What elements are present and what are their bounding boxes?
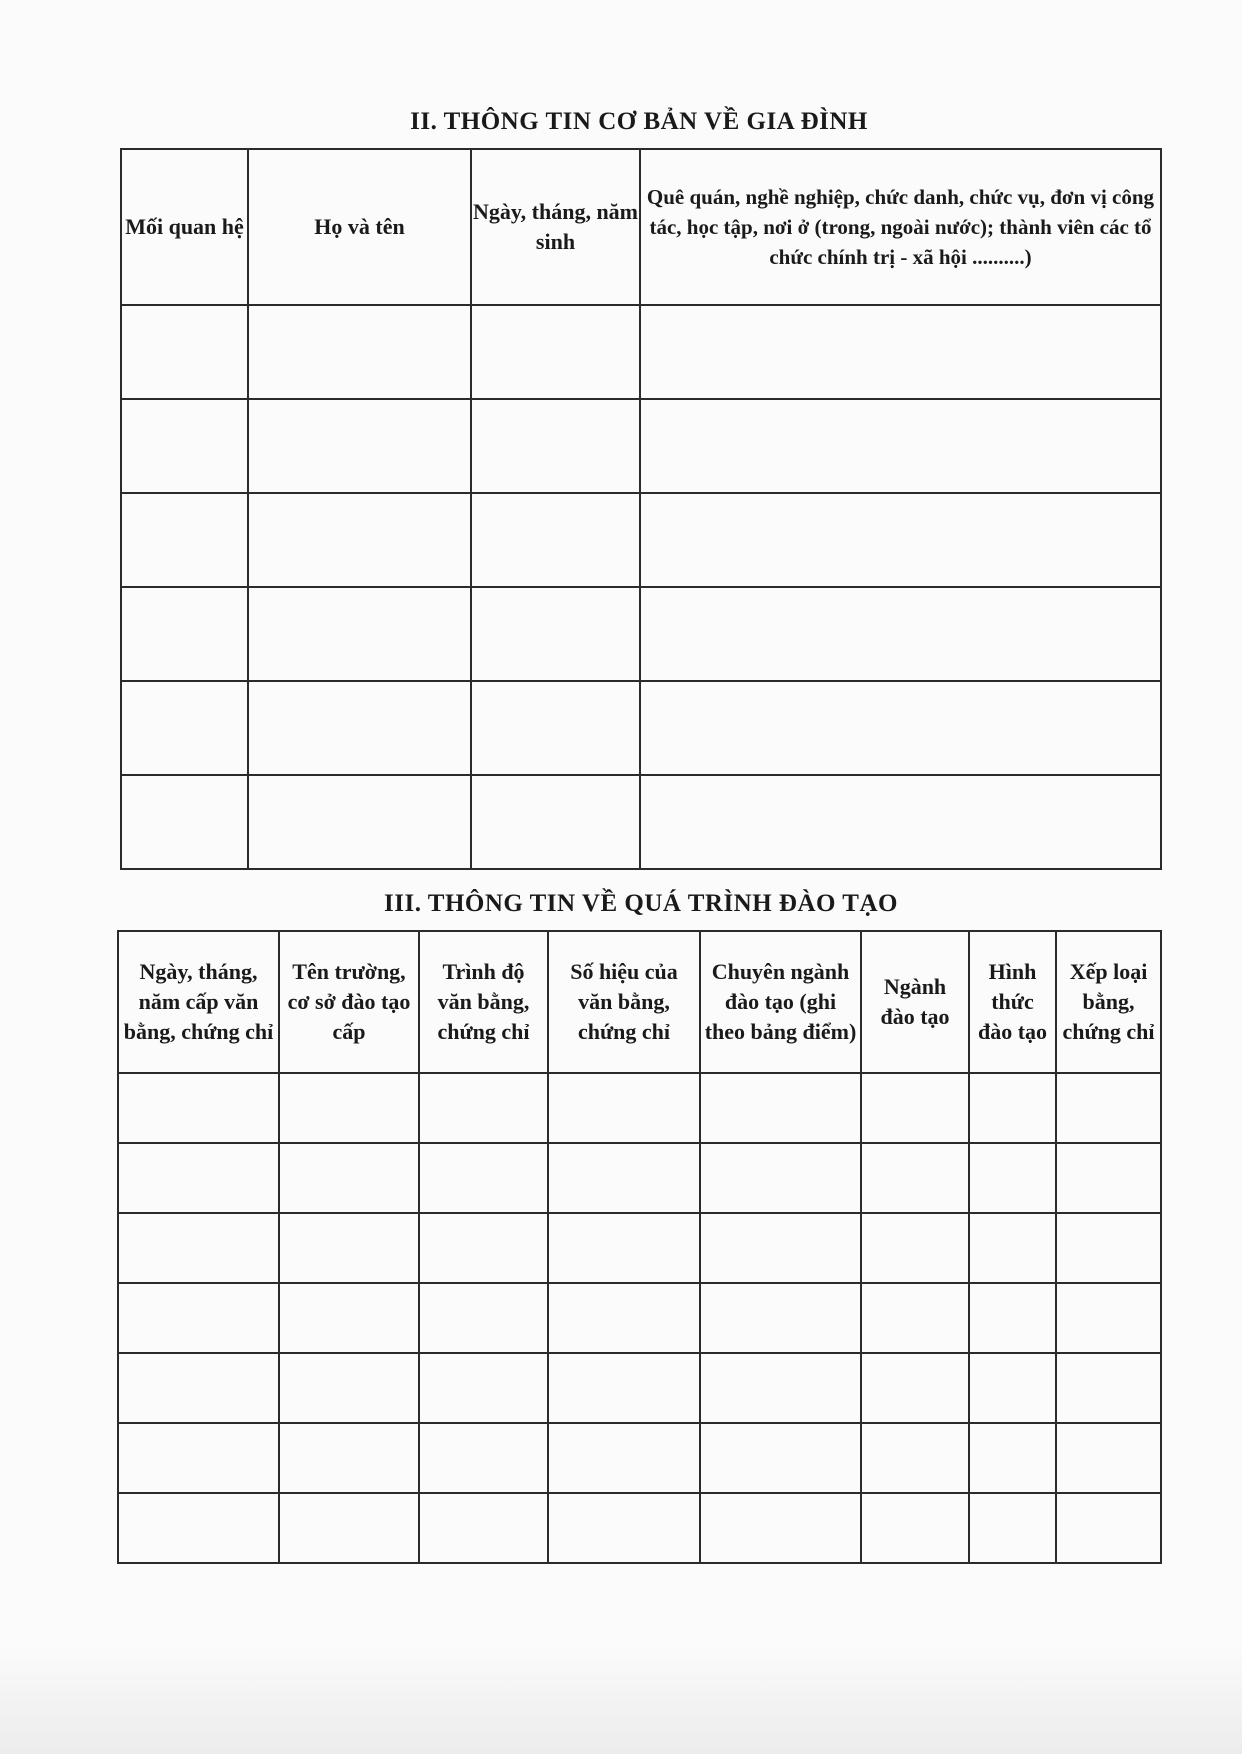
- header-degree-level: Trình độ văn bằng, chứng chỉ: [419, 931, 548, 1073]
- training-table-row: [118, 1423, 1161, 1493]
- header-classification: Xếp loại bằng, chứng chỉ: [1056, 931, 1161, 1073]
- table-cell[interactable]: [700, 1283, 861, 1353]
- training-info-table: [117, 930, 1162, 1564]
- table-cell[interactable]: [861, 1213, 969, 1283]
- table-cell[interactable]: [1056, 1213, 1161, 1283]
- table-cell[interactable]: [640, 399, 1161, 493]
- table-cell[interactable]: [471, 681, 640, 775]
- table-cell[interactable]: [471, 775, 640, 869]
- header-issue-date: Ngày, tháng, năm cấp văn bằng, chứng chỉ: [118, 931, 279, 1073]
- table-cell[interactable]: [248, 305, 471, 399]
- table-cell[interactable]: [121, 493, 248, 587]
- table-cell[interactable]: [248, 587, 471, 681]
- table-cell[interactable]: [248, 399, 471, 493]
- table-cell[interactable]: [861, 1143, 969, 1213]
- table-cell[interactable]: [279, 1493, 419, 1563]
- table-cell[interactable]: [861, 1353, 969, 1423]
- family-table-row: [121, 681, 1161, 775]
- family-table-row: [121, 587, 1161, 681]
- table-cell[interactable]: [118, 1353, 279, 1423]
- training-table-row: [118, 1353, 1161, 1423]
- table-cell[interactable]: [969, 1143, 1056, 1213]
- table-cell[interactable]: [121, 681, 248, 775]
- table-cell[interactable]: [471, 587, 640, 681]
- table-cell[interactable]: [118, 1143, 279, 1213]
- table-cell[interactable]: [969, 1493, 1056, 1563]
- table-cell[interactable]: [118, 1423, 279, 1493]
- table-cell[interactable]: [640, 775, 1161, 869]
- table-cell[interactable]: [1056, 1353, 1161, 1423]
- table-cell[interactable]: [861, 1283, 969, 1353]
- table-cell[interactable]: [969, 1423, 1056, 1493]
- table-cell[interactable]: [121, 775, 248, 869]
- table-cell[interactable]: [118, 1283, 279, 1353]
- table-cell[interactable]: [121, 399, 248, 493]
- table-cell[interactable]: [548, 1493, 700, 1563]
- table-cell[interactable]: [969, 1073, 1056, 1143]
- table-cell[interactable]: [419, 1423, 548, 1493]
- table-cell[interactable]: [248, 493, 471, 587]
- table-cell[interactable]: [248, 681, 471, 775]
- table-cell[interactable]: [700, 1213, 861, 1283]
- table-cell[interactable]: [700, 1423, 861, 1493]
- table-cell[interactable]: [969, 1353, 1056, 1423]
- table-cell[interactable]: [640, 681, 1161, 775]
- header-certificate-number: Số hiệu của văn bằng, chứng chỉ: [548, 931, 700, 1073]
- table-cell[interactable]: [118, 1073, 279, 1143]
- table-cell[interactable]: [248, 775, 471, 869]
- table-cell[interactable]: [548, 1213, 700, 1283]
- table-cell[interactable]: [548, 1143, 700, 1213]
- table-cell[interactable]: [1056, 1423, 1161, 1493]
- training-table-header-row: [118, 931, 1161, 1073]
- table-cell[interactable]: [548, 1073, 700, 1143]
- family-table-row: [121, 305, 1161, 399]
- table-cell[interactable]: [548, 1283, 700, 1353]
- table-cell[interactable]: [548, 1353, 700, 1423]
- table-cell[interactable]: [700, 1073, 861, 1143]
- header-institution: Tên trường, cơ sở đào tạo cấp: [279, 931, 419, 1073]
- training-table-row: [118, 1073, 1161, 1143]
- table-cell[interactable]: [118, 1213, 279, 1283]
- table-cell[interactable]: [121, 305, 248, 399]
- table-cell[interactable]: [471, 493, 640, 587]
- table-cell[interactable]: [969, 1283, 1056, 1353]
- header-specialization: Chuyên ngành đào tạo (ghi theo bảng điểm): [700, 931, 861, 1073]
- family-table-row: [121, 399, 1161, 493]
- table-cell[interactable]: [861, 1423, 969, 1493]
- table-cell[interactable]: [279, 1143, 419, 1213]
- training-table-row: [118, 1283, 1161, 1353]
- table-cell[interactable]: [700, 1353, 861, 1423]
- family-table-header-row: [121, 149, 1161, 305]
- table-cell[interactable]: [1056, 1493, 1161, 1563]
- table-cell[interactable]: [118, 1493, 279, 1563]
- table-cell[interactable]: [419, 1283, 548, 1353]
- table-cell[interactable]: [419, 1143, 548, 1213]
- table-cell[interactable]: [1056, 1073, 1161, 1143]
- family-info-table: [120, 148, 1162, 870]
- training-table-row: [118, 1143, 1161, 1213]
- table-cell[interactable]: [419, 1353, 548, 1423]
- table-cell[interactable]: [640, 305, 1161, 399]
- table-cell[interactable]: [640, 587, 1161, 681]
- family-table-body: [121, 305, 1161, 869]
- header-training-mode: Hình thức đào tạo: [969, 931, 1056, 1073]
- table-cell[interactable]: [700, 1143, 861, 1213]
- table-cell[interactable]: [471, 305, 640, 399]
- table-cell[interactable]: [419, 1493, 548, 1563]
- table-cell[interactable]: [700, 1493, 861, 1563]
- table-cell[interactable]: [969, 1213, 1056, 1283]
- header-full-name: Họ và tên: [248, 149, 471, 305]
- table-cell[interactable]: [548, 1423, 700, 1493]
- header-date-of-birth: Ngày, tháng, năm sinh: [471, 149, 640, 305]
- header-relationship: Mối quan hệ: [121, 149, 248, 305]
- table-cell[interactable]: [279, 1353, 419, 1423]
- family-table-row: [121, 493, 1161, 587]
- header-field: Ngành đào tạo: [861, 931, 969, 1073]
- table-cell[interactable]: [279, 1073, 419, 1143]
- table-cell[interactable]: [279, 1423, 419, 1493]
- table-cell[interactable]: [471, 399, 640, 493]
- header-details: Quê quán, nghề nghiệp, chức danh, chức vụ, đơn vị công tác, học tập, nơi ở (trong, ngoài nước); thành viên các tổ chức chính trị - xã hội ..........): [640, 149, 1161, 305]
- table-cell[interactable]: [279, 1213, 419, 1283]
- family-table-row: [121, 775, 1161, 869]
- table-cell[interactable]: [419, 1213, 548, 1283]
- table-cell[interactable]: [640, 493, 1161, 587]
- table-cell[interactable]: [1056, 1283, 1161, 1353]
- table-cell[interactable]: [279, 1283, 419, 1353]
- section-2-title: II. THÔNG TIN CƠ BẢN VỀ GIA ĐÌNH: [410, 108, 868, 135]
- table-cell[interactable]: [1056, 1143, 1161, 1213]
- training-table-row: [118, 1213, 1161, 1283]
- table-cell[interactable]: [861, 1493, 969, 1563]
- section-3-title: III. THÔNG TIN VỀ QUÁ TRÌNH ĐÀO TẠO: [384, 890, 898, 917]
- table-cell[interactable]: [121, 587, 248, 681]
- table-cell[interactable]: [861, 1073, 969, 1143]
- training-table-row: [118, 1493, 1161, 1563]
- training-table-body: [118, 1073, 1161, 1563]
- table-cell[interactable]: [419, 1073, 548, 1143]
